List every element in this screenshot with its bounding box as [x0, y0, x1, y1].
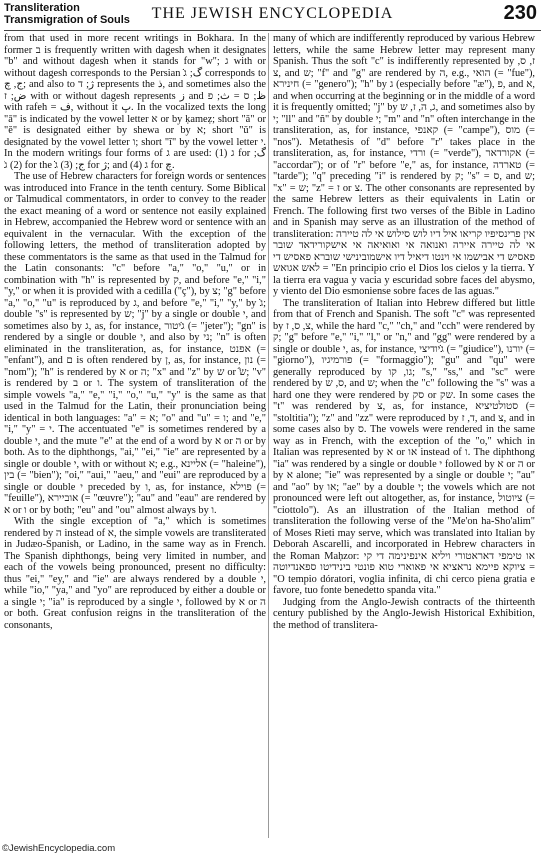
right-column	[273, 33, 535, 840]
paragraph: The transliteration of Italian into Hebrew differed but little from that of French and Spanish. The soft "c" was represented by צ, ס, ז, while the hard "c," "ch," and "cch" were rendered by ק; "g" before "e," "i," "l," or "n," and "gg" were rendered by a single or double י, as, for instance, ג̇יודיצי (= "giudice"), יורנו (= "giorno"), פורמיגיו (= "formaggio"); "gu" and "qu" were generally reproduced by גו, קו; "s," "ss," and "sc" were rendered by ס, ש, and ש; when the "c" following the "s" was a hard one they were rendered by סק or שק. In some cases the "t" was rendered by צ, as, for instance, סטולטיציא (= "stoltitia"); "z" and "zz" were reproduced by ד, ז, and צ, and in some cases also by ס. The vowels were rendered in the same way as in French, with the exception of the "o," which in Italian was represented by א or או instead of ו. The diphthong "ia" was rendered by a single or double י followed by א or ה or by א alone; "ie" was represented by a single or double י; "au" and "ao" by או; "ae" by a double י; the vowels which are not pronounced were left out altogether, as, for instance, ציוטול (= "ciottolo"). As an illustration of the Italian method of transliteration the following verse of the "Me'on ha-Sho'alim" of Moses Rieti may serve, which was translated into Italian by Deborah Ascarelli, and incorporated in Hebrew characters in the Roman Maḥzor: או טימפי דאראטורי ויליא אינפינימה די קי ציוקא פיימא נראציא אי פאוארי טוא פונטי בינידיטו ספאנדיוטה = "O tempio dóratori, voglia infinita, di chi cerco piena gratia e favore, tuo fonte benedetto spanda vita."	[273, 297, 535, 596]
paragraph: Judging from the Anglo-Jewish contracts of the thirteenth century published by the Anglo-Jewish Historical Exhibition, the method of translitera-	[273, 596, 535, 631]
paragraph: The use of Hebrew characters for foreign words or sentences was introduced into France in the tenth century. Some Biblical or Talmudical commentators, in order to convey to the reader the exact meaning of a word or sentence not easily explained in Hebrew, accompanied the Hebrew word or sentence with an equivalent in the vernacular. With the exception of the following letters, the method of transliteration adopted by these commentators is the same as that used in the Talmud for the Latin consonants: "c" before "a," "o," "u," or in combination with "h" is represented by ק, and before "e," "i," "y," or when it is provided with a cedilla ("ç"), by צ; "g" before "a," "o," "u" is reproduced by ג, and before "e," "i," "y," by ג̇; double "s" is represented by ש; "j" by a single or double י, and sometimes also by ג, as, for instance, ג̇יטור (= "jeter"); "gn" is rendered by a single or double י, and also by ני; "n" is often eliminated in the transliteration, as, for instance, אפנט (= "enfant"), and ם is often rendered by ן, as, for instance, נון (= "nom"); "h" is rendered by א or ה; "x" and "z" by ש or ש̂; "v" is rendered by ב or ו. The system of transliteration of the simple vowels "a," "e," "i," "o," "u," "y" is the same as that used in the Talmud for the Latin, their pronunciation being identical in both languages: "a" = א; "o" and "u" = ו; and "e," "i," "y" = י. The accentuated "e" is sometimes rendered by a double י, and the mute "e" at the end of a word by א or ה or by both. As to the diphthongs, "ai," "ei," "ie" are represented by a single or double י, with or without א; e.g., אליינא (= "haleine"), בין (= "bien"); "oi," "aui," "aeu," and "eui" are reproduced by a single or double י preceded by ו, as, for instance, פוילא (= "feuille"), אוביירא (= "œuvre"); "au" and "eau" are rendered by א or ו or by both; "eu" and "ou" almost always by ו.	[4, 171, 266, 516]
paragraph: from that used in more recent writings in Bokhara. In the former ב is frequently written with dagesh when it designates "b" and without dagesh when it stands for "w"; ג with or without dagesh corresponds to the Persian گ; ג̇ corresponds to ج, چ; and also to ژ; ד represents the ذ, and sometimes also the ض; ז with or without dagesh represents ز and ظ; ס = ث; פ with rafeh = ف, without it پ. In the vocalized texts the long "ā" is indicated by the vowel letter א or by ḳameẓ; short "ă" or "ĕ" is designated either by shewa or by א; short "ŭ" is designated by the vowel letter ו; short "ĭ" by the vowel letter י. In the modern writings four forms of ג are used: (1) ג for گ; (2) ג̇ for the ج; (3) ג̇ for ژ; and (4) ג for چ.	[4, 33, 266, 171]
site-credit: ©JewishEncyclopedia.com	[2, 843, 116, 854]
column-divider	[268, 33, 269, 838]
running-title-line1: Transliteration	[4, 2, 80, 14]
paragraph: With the single exception of "a," which is sometimes rendered by ה instead of א, the simple vowels are transliterated in Judæo-Spanish, or Ladino, in the same way as in French. The Spanish diphthongs, being very limited in number, and each of the vowels being pronounced, present no difficulty: thus "ei," "ey," and "ie" are always rendered by a double י, while "io," "ya," and "yo" are reproduced by either a double or a single י; "ia" is reproduced by a single י, followed by א or ה or both. Great confusion reigns in the transliteration of the consonants,	[4, 516, 266, 631]
left-column	[4, 33, 266, 840]
publication-title: THE JEWISH ENCYCLOPEDIA	[151, 5, 394, 22]
header-rule	[4, 30, 541, 31]
page-header	[4, 2, 541, 30]
paragraph: many of which are indifferently reproduced by various Hebrew letters, while the same Hebrew letter may represent many Spanish. Thus the soft "c" is indifferently represented by ז, ס, צ, and ש; "f" and "g" are rendered by ה, e.g., הואי (= "fue"), חינירא (= "genero"); "h" by ג (especially before "æ"), פ, and א, and when occurring at the beginning or in the middle of a word it is frequently omitted; "j" by ג, ה, ז, ש, and sometimes also by י; "ll" and "ñ" by double י; "m" and "n" often interchange in the transliteration, as, for instance, קאנפי (= "campe"), מוס (= "nos"). Metathesis of "d" before "r" takes place in the transliteration, as, for instance, ורדי (= "verde"), אקורדאר (= "accordar"); or of "r" before "e," as, for instance, טארדה (= "tarde"); "q" preceding "i" is rendered by ק; "s" = ס, and ש; "x" = ש; "z" = ז or צ. The other consonants are represented by the same Hebrew letters as their equivalents in Latin or French. The following first two verses of the Bible in Ladino and in Spanish may serve as an illustration of the method of transliteration: אין פרינסיפיו קריאו איל דיו לוש סילוש אי לה טיירה אי לה טיירה איירה ואנואה אי ואואיאה אי אישקורידאד שובר פאסיש די אבישמו אי וינטו דיאיל דיו אישמובינישי שוברא פאסיש די לאש אגואש = "En principio crio el Dios los cielos y la tierra. Y la tierra era vagua y vacia y escuridad sobre faces del abysmo, y viento del Dio esmoniense sobre faces de las aguas."	[273, 33, 535, 297]
page-number: 230	[503, 2, 537, 24]
running-title-line2: Transmigration of Souls	[4, 14, 130, 26]
